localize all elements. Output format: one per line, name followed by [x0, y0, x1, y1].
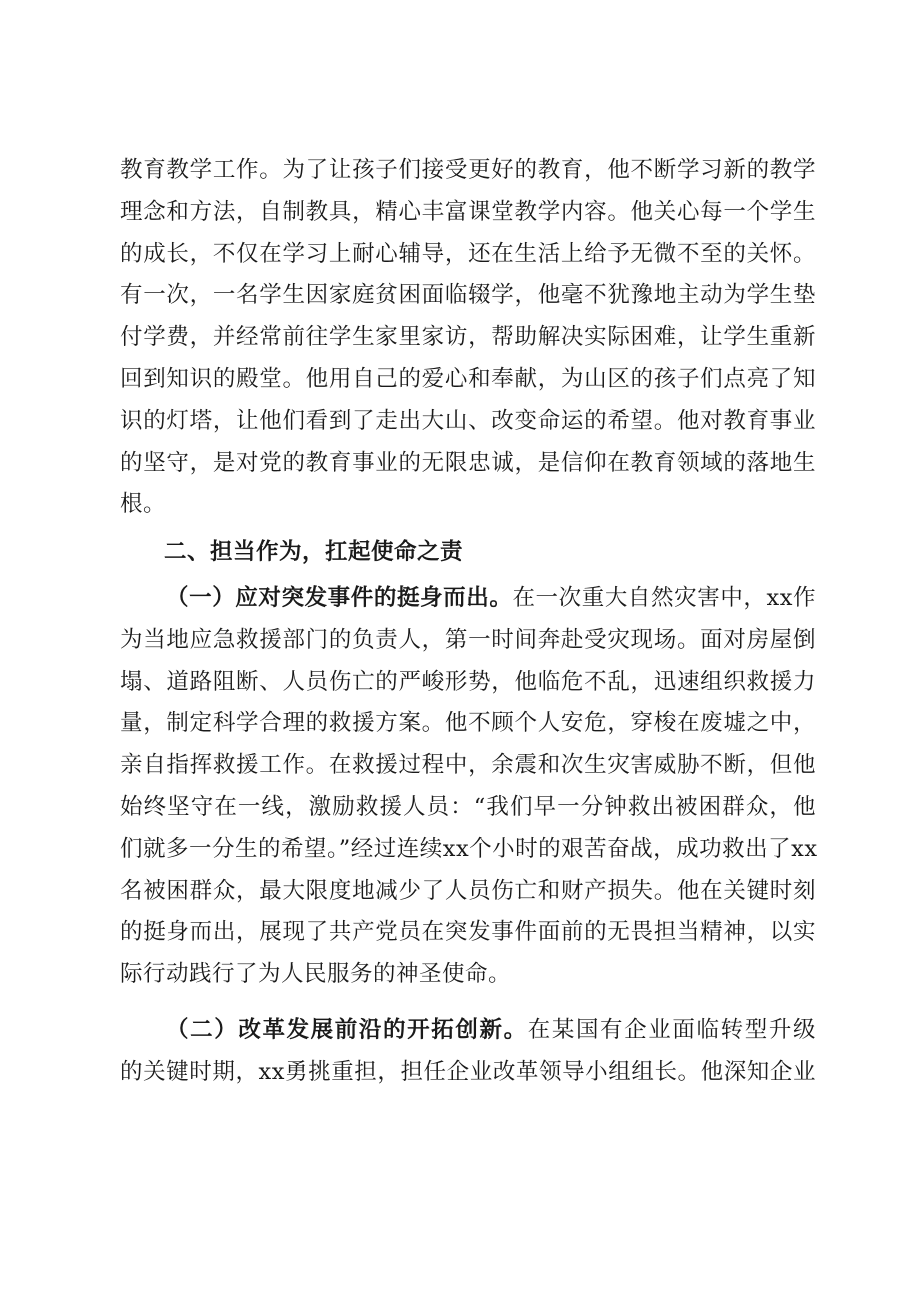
item-title: （一）应对突发事件的挺身而出。	[166, 584, 513, 611]
text-line: 的坚守，是对党的教育事业的无限忠诚，是信仰在教育领域的落地生	[120, 449, 816, 476]
text-line: 亲自指挥救援工作。在救援过程中，余震和次生灾害威胁不断，但他	[120, 752, 816, 779]
item-title: （二）改革发展前沿的开拓创新。	[166, 1016, 528, 1043]
text-line: 的挺身而出，展现了共产党员在突发事件面前的无畏担当精神，以实	[120, 919, 816, 946]
text-line: 识的灯塔，让他们看到了走出大山、改变命运的希望。他对教育事业	[120, 407, 816, 434]
text-line: 理念和方法，自制教具，精心丰富课堂教学内容。他关心每一个学生	[120, 198, 816, 225]
paragraph-gap	[120, 996, 816, 1010]
paragraph-1	[120, 150, 816, 526]
item-first-line	[120, 578, 816, 620]
item-first-line	[120, 1010, 816, 1052]
body-text	[120, 150, 816, 1094]
text-line: 始终坚守在一线，激励救援人员：“我们早一分钟救出被困群众，他	[120, 793, 816, 820]
paragraph-item-2	[120, 1010, 816, 1094]
item-first-line-text: 在某国有企业面临转型升级	[527, 1016, 816, 1043]
text-line: 塌、道路阻断、人员伤亡的严峻形势，他临危不乱，迅速组织救援力	[120, 668, 816, 695]
text-line: 们就多一分生的希望。”经过连续xx个小时的艰苦奋战，成功救出了xx	[120, 835, 818, 862]
section-heading: 二、担当作为，扛起使命之责	[164, 539, 464, 566]
item-first-line-text: 在一次重大自然灾害中，xx作	[512, 584, 816, 611]
text-line: 量，制定科学合理的救援方案。他不顾个人安危，穿梭在废墟之中，	[120, 710, 816, 737]
text-line: 回到知识的殿堂。他用自己的爱心和奉献，为山区的孩子们点亮了知	[120, 365, 816, 392]
text-line: 付学费，并经常前往学生家里家访，帮助解决实际困难，让学生重新	[120, 324, 816, 351]
paragraph-item-1	[120, 578, 816, 996]
text-line: 教育教学工作。为了让孩子们接受更好的教育，他不断学习新的教学	[120, 157, 816, 183]
text-line: 的关键时期，xx勇挑重担，担任企业改革领导小组组长。他深知企业	[120, 1058, 816, 1085]
text-line: 有一次，一名学生因家庭贫困面临辍学，他毫不犹豫地主动为学生垫	[120, 282, 816, 309]
text-line: 根。	[120, 491, 167, 518]
text-line: 为当地应急救援部门的负责人，第一时间奔赴受灾现场。面对房屋倒	[120, 626, 816, 653]
text-line: 际行动践行了为人民服务的神圣使命。	[120, 961, 512, 988]
text-line: 名被困群众，最大限度地减少了人员伤亡和财产损失。他在关键时刻	[120, 877, 816, 904]
text-line: 的成长，不仅在学习上耐心辅导，还在生活上给予无微不至的关怀。	[120, 240, 816, 267]
